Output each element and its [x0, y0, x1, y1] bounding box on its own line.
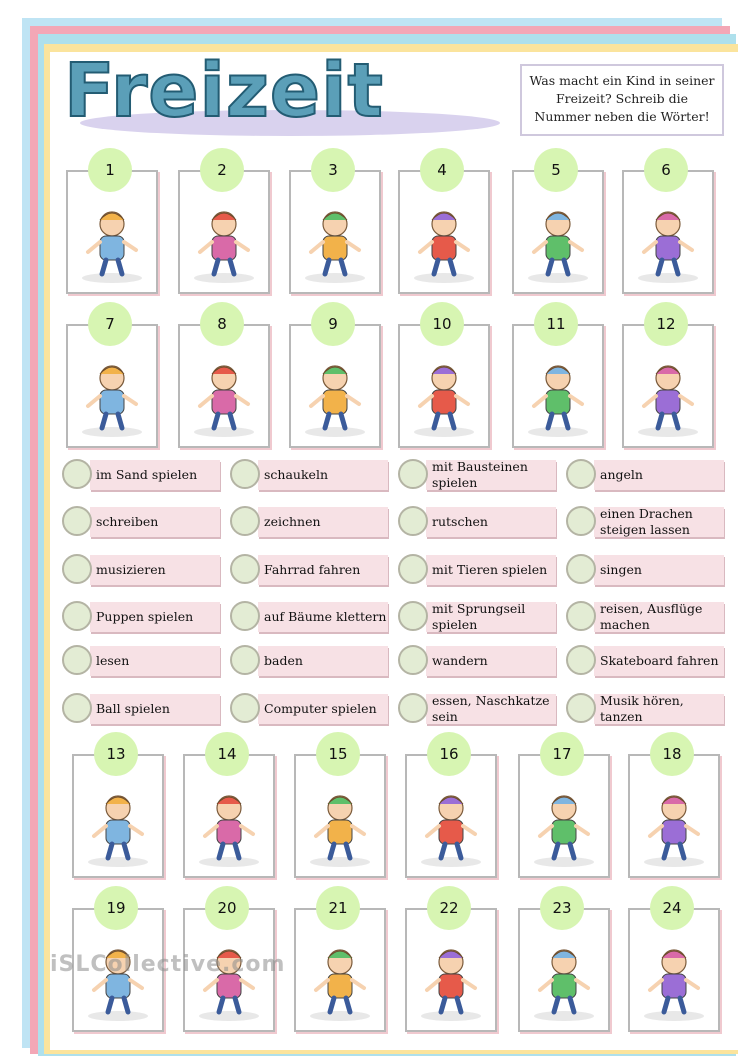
skateboard-child-icon — [186, 200, 262, 286]
word-label: mit Sprungseil spielen — [426, 602, 556, 632]
word-item — [398, 458, 558, 492]
word-item — [62, 600, 222, 634]
fishing-child-icon — [297, 200, 373, 286]
card-number: 23 — [540, 886, 584, 930]
word-item — [566, 458, 726, 492]
jump-rope-child-icon — [74, 354, 150, 440]
answer-circle[interactable] — [62, 459, 92, 489]
card-number: 7 — [88, 302, 132, 346]
card-number: 17 — [540, 732, 584, 776]
child-with-cat-icon — [406, 354, 482, 440]
card-number: 24 — [650, 886, 694, 930]
word-item — [230, 553, 390, 587]
word-item — [230, 600, 390, 634]
word-label: reisen, Ausflüge machen — [594, 602, 724, 632]
card-number: 8 — [200, 302, 244, 346]
card-number: 1 — [88, 148, 132, 192]
word-label: Computer spielen — [258, 694, 388, 724]
bicycle-child-icon — [406, 200, 482, 286]
answer-circle[interactable] — [398, 601, 428, 631]
word-label: Puppen spielen — [90, 602, 220, 632]
word-item — [566, 600, 726, 634]
word-item — [62, 505, 222, 539]
answer-circle[interactable] — [398, 459, 428, 489]
word-item — [62, 553, 222, 587]
word-label: Fahrrad fahren — [258, 555, 388, 585]
dancing-child-icon — [302, 938, 378, 1024]
word-item — [566, 505, 726, 539]
card-number: 9 — [311, 302, 355, 346]
watermark: iSLCollective.com — [50, 952, 286, 977]
hiking-child-icon — [526, 784, 602, 870]
card-number: 2 — [200, 148, 244, 192]
slide-icon — [80, 784, 156, 870]
singing-children-icon — [630, 200, 706, 286]
card-number: 3 — [311, 148, 355, 192]
instruction-box: Was macht ein Kind in seiner Freizeit? Schreib die Nummer neben die Wörter! — [520, 64, 724, 136]
word-label: lesen — [90, 646, 220, 676]
answer-circle[interactable] — [566, 506, 596, 536]
word-label: mit Bausteinen spielen — [426, 460, 556, 490]
computer-child-icon — [74, 200, 150, 286]
word-label: singen — [594, 555, 724, 585]
ball-playing-child-icon — [526, 938, 602, 1024]
word-label: Ball spielen — [90, 694, 220, 724]
word-label: mit Tieren spielen — [426, 555, 556, 585]
answer-circle[interactable] — [62, 693, 92, 723]
card-number: 21 — [316, 886, 360, 930]
card-number: 13 — [94, 732, 138, 776]
card-number: 12 — [644, 302, 688, 346]
word-item — [398, 600, 558, 634]
word-label: Musik hören, tanzen — [594, 694, 724, 724]
word-item — [566, 692, 726, 726]
beach-ball-child-icon — [191, 938, 267, 1024]
word-item — [566, 644, 726, 678]
word-label: musizieren — [90, 555, 220, 585]
answer-circle[interactable] — [62, 601, 92, 631]
tree-climbing-child-icon — [636, 784, 712, 870]
word-label: rutschen — [426, 507, 556, 537]
card-number: 5 — [534, 148, 578, 192]
answer-circle[interactable] — [230, 645, 260, 675]
card-number: 6 — [644, 148, 688, 192]
answer-circle[interactable] — [230, 693, 260, 723]
answer-circle[interactable] — [566, 645, 596, 675]
word-item — [566, 553, 726, 587]
card-number: 19 — [94, 886, 138, 930]
answer-circle[interactable] — [566, 601, 596, 631]
doll-stroller-child-icon — [302, 784, 378, 870]
guitar-child-icon — [630, 354, 706, 440]
word-label: schreiben — [90, 507, 220, 537]
card-number: 4 — [420, 148, 464, 192]
answer-circle[interactable] — [230, 601, 260, 631]
word-item — [230, 644, 390, 678]
card-number: 16 — [427, 732, 471, 776]
word-label: essen, Naschkatze sein — [426, 694, 556, 724]
card-number: 11 — [534, 302, 578, 346]
answer-circle[interactable] — [62, 506, 92, 536]
answer-circle[interactable] — [398, 506, 428, 536]
building-blocks-child-icon — [413, 938, 489, 1024]
answer-circle[interactable] — [398, 645, 428, 675]
answer-circle[interactable] — [230, 506, 260, 536]
answer-circle[interactable] — [62, 554, 92, 584]
writing-child-icon — [520, 354, 596, 440]
drawing-child-icon — [186, 354, 262, 440]
answer-circle[interactable] — [230, 459, 260, 489]
word-item — [62, 692, 222, 726]
answer-circle[interactable] — [566, 554, 596, 584]
answer-circle[interactable] — [566, 693, 596, 723]
card-number: 18 — [650, 732, 694, 776]
word-label: Skateboard fahren — [594, 646, 724, 676]
word-item — [230, 458, 390, 492]
card-number: 20 — [205, 886, 249, 930]
answer-circle[interactable] — [566, 459, 596, 489]
answer-circle[interactable] — [398, 554, 428, 584]
word-label: angeln — [594, 460, 724, 490]
word-label: im Sand spielen — [90, 460, 220, 490]
answer-circle[interactable] — [62, 645, 92, 675]
word-label: schaukeln — [258, 460, 388, 490]
word-item — [230, 505, 390, 539]
card-number: 22 — [427, 886, 471, 930]
word-item — [398, 553, 558, 587]
card-number: 14 — [205, 732, 249, 776]
answer-circle[interactable] — [230, 554, 260, 584]
pool-icon — [80, 938, 156, 1024]
card-number: 15 — [316, 732, 360, 776]
reading-child-icon — [297, 354, 373, 440]
word-label: einen Drachen steigen lassen — [594, 507, 724, 537]
seesaw-icon — [413, 784, 489, 870]
answer-circle[interactable] — [398, 693, 428, 723]
word-item — [398, 505, 558, 539]
word-label: auf Bäume klettern — [258, 602, 388, 632]
kite-child-icon — [520, 200, 596, 286]
word-item — [62, 458, 222, 492]
sandbox-icon — [636, 938, 712, 1024]
word-item — [230, 692, 390, 726]
word-item — [398, 692, 558, 726]
word-label: baden — [258, 646, 388, 676]
word-item — [62, 644, 222, 678]
word-item — [398, 644, 558, 678]
word-label: zeichnen — [258, 507, 388, 537]
page-title: Freizeit — [64, 48, 384, 134]
word-label: wandern — [426, 646, 556, 676]
card-number: 10 — [420, 302, 464, 346]
traveling-child-icon — [191, 784, 267, 870]
